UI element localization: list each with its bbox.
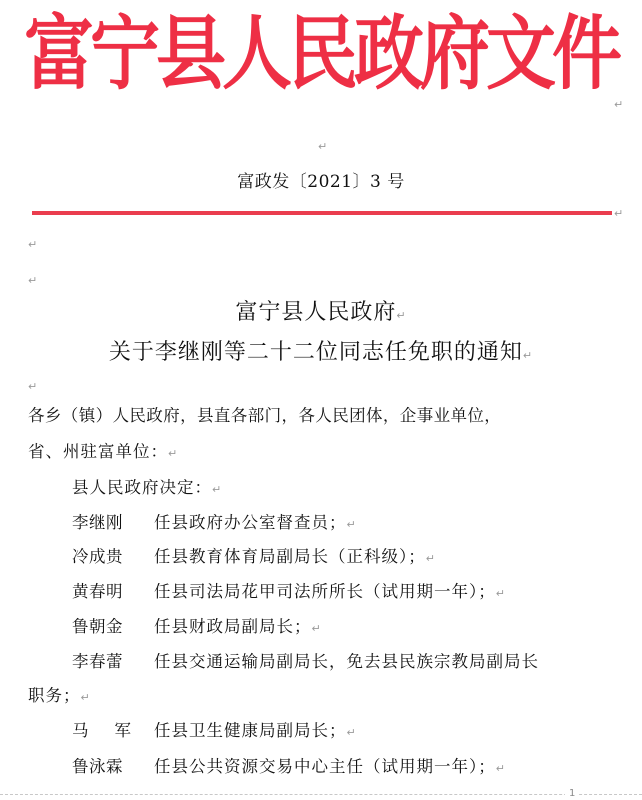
- appointment-text: 任县政府办公室督查员；: [154, 513, 347, 532]
- paragraph-mark: ↵: [614, 207, 624, 220]
- paragraph-mark: ↵: [495, 762, 506, 775]
- appointment-text: 职务；: [28, 686, 81, 705]
- appointee-name: 李春蕾: [72, 652, 123, 671]
- document-number: 富政发〔2021〕3 号: [237, 172, 405, 192]
- notice-title-text: 关于李继刚等二十二位同志任免职的通知: [108, 340, 523, 365]
- paragraph-mark: ↵: [346, 518, 357, 531]
- paragraph-mark: ↵: [80, 691, 91, 704]
- paragraph-mark: ↵: [28, 238, 38, 251]
- paragraph-mark: ↵: [614, 98, 624, 111]
- appointee-name: 鲁朝金: [72, 617, 123, 636]
- page-footer-line: [0, 794, 642, 796]
- document-masthead: 富宁县人民政府文件: [24, 5, 618, 102]
- paragraph-mark: ↵: [28, 380, 38, 393]
- paragraph-mark: ↵: [212, 483, 223, 496]
- decision-text: 县人民政府决定：: [72, 478, 212, 497]
- appointment-item: [72, 546, 436, 570]
- appointment-text: 任县司法局花甲司法所所长（试用期一年）；: [154, 582, 496, 601]
- notice-title-line1: [0, 298, 642, 331]
- appointment-text: 任县公共资源交易中心主任（试用期一年）；: [154, 757, 496, 776]
- paragraph-mark: ↵: [425, 552, 436, 565]
- notice-title-text: 富宁县人民政府: [235, 300, 397, 325]
- appointment-item: [72, 512, 357, 536]
- red-separator-line: [32, 211, 612, 215]
- paragraph-mark: ↵: [168, 447, 179, 460]
- decision-intro: [72, 477, 222, 501]
- appointment-item: [72, 651, 539, 673]
- appointee-name: 李继刚: [72, 513, 123, 532]
- appointment-item: [72, 756, 506, 780]
- paragraph-mark: ↵: [396, 309, 407, 322]
- paragraph-mark: ↵: [311, 622, 322, 635]
- appointee-name: 鲁泳霖: [72, 757, 123, 776]
- addressee-text: 省、州驻富单位：: [28, 442, 168, 461]
- paragraph-mark: ↵: [28, 274, 38, 287]
- notice-title-line2: [0, 338, 642, 371]
- paragraph-mark: ↵: [318, 140, 328, 153]
- appointee-name: 黄春明: [72, 582, 123, 601]
- appointment-text: 任县卫生健康局副局长；: [154, 721, 347, 740]
- appointment-item: [72, 720, 357, 744]
- appointee-name: 冷成贵: [72, 547, 123, 566]
- addressee-line: 各乡（镇）人民政府，县直各部门，各人民团体，企事业单位，: [28, 406, 502, 425]
- appointment-text: 任县财政局副局长；: [154, 617, 312, 636]
- appointee-name: 马军: [72, 721, 157, 740]
- appointment-text: 任县教育体育局副局长（正科级）；: [154, 547, 426, 566]
- appointment-continuation: [28, 685, 91, 709]
- paragraph-mark: ↵: [522, 349, 534, 362]
- appointment-item: [72, 581, 506, 605]
- paragraph-mark: ↵: [495, 587, 506, 600]
- appointment-text: 任县交通运输局副局长，免去县民族宗教局副局长: [154, 652, 539, 671]
- appointment-item: [72, 616, 322, 640]
- paragraph-mark: ↵: [346, 726, 357, 739]
- addressee-line: [28, 441, 178, 465]
- page-number: 1: [565, 788, 579, 799]
